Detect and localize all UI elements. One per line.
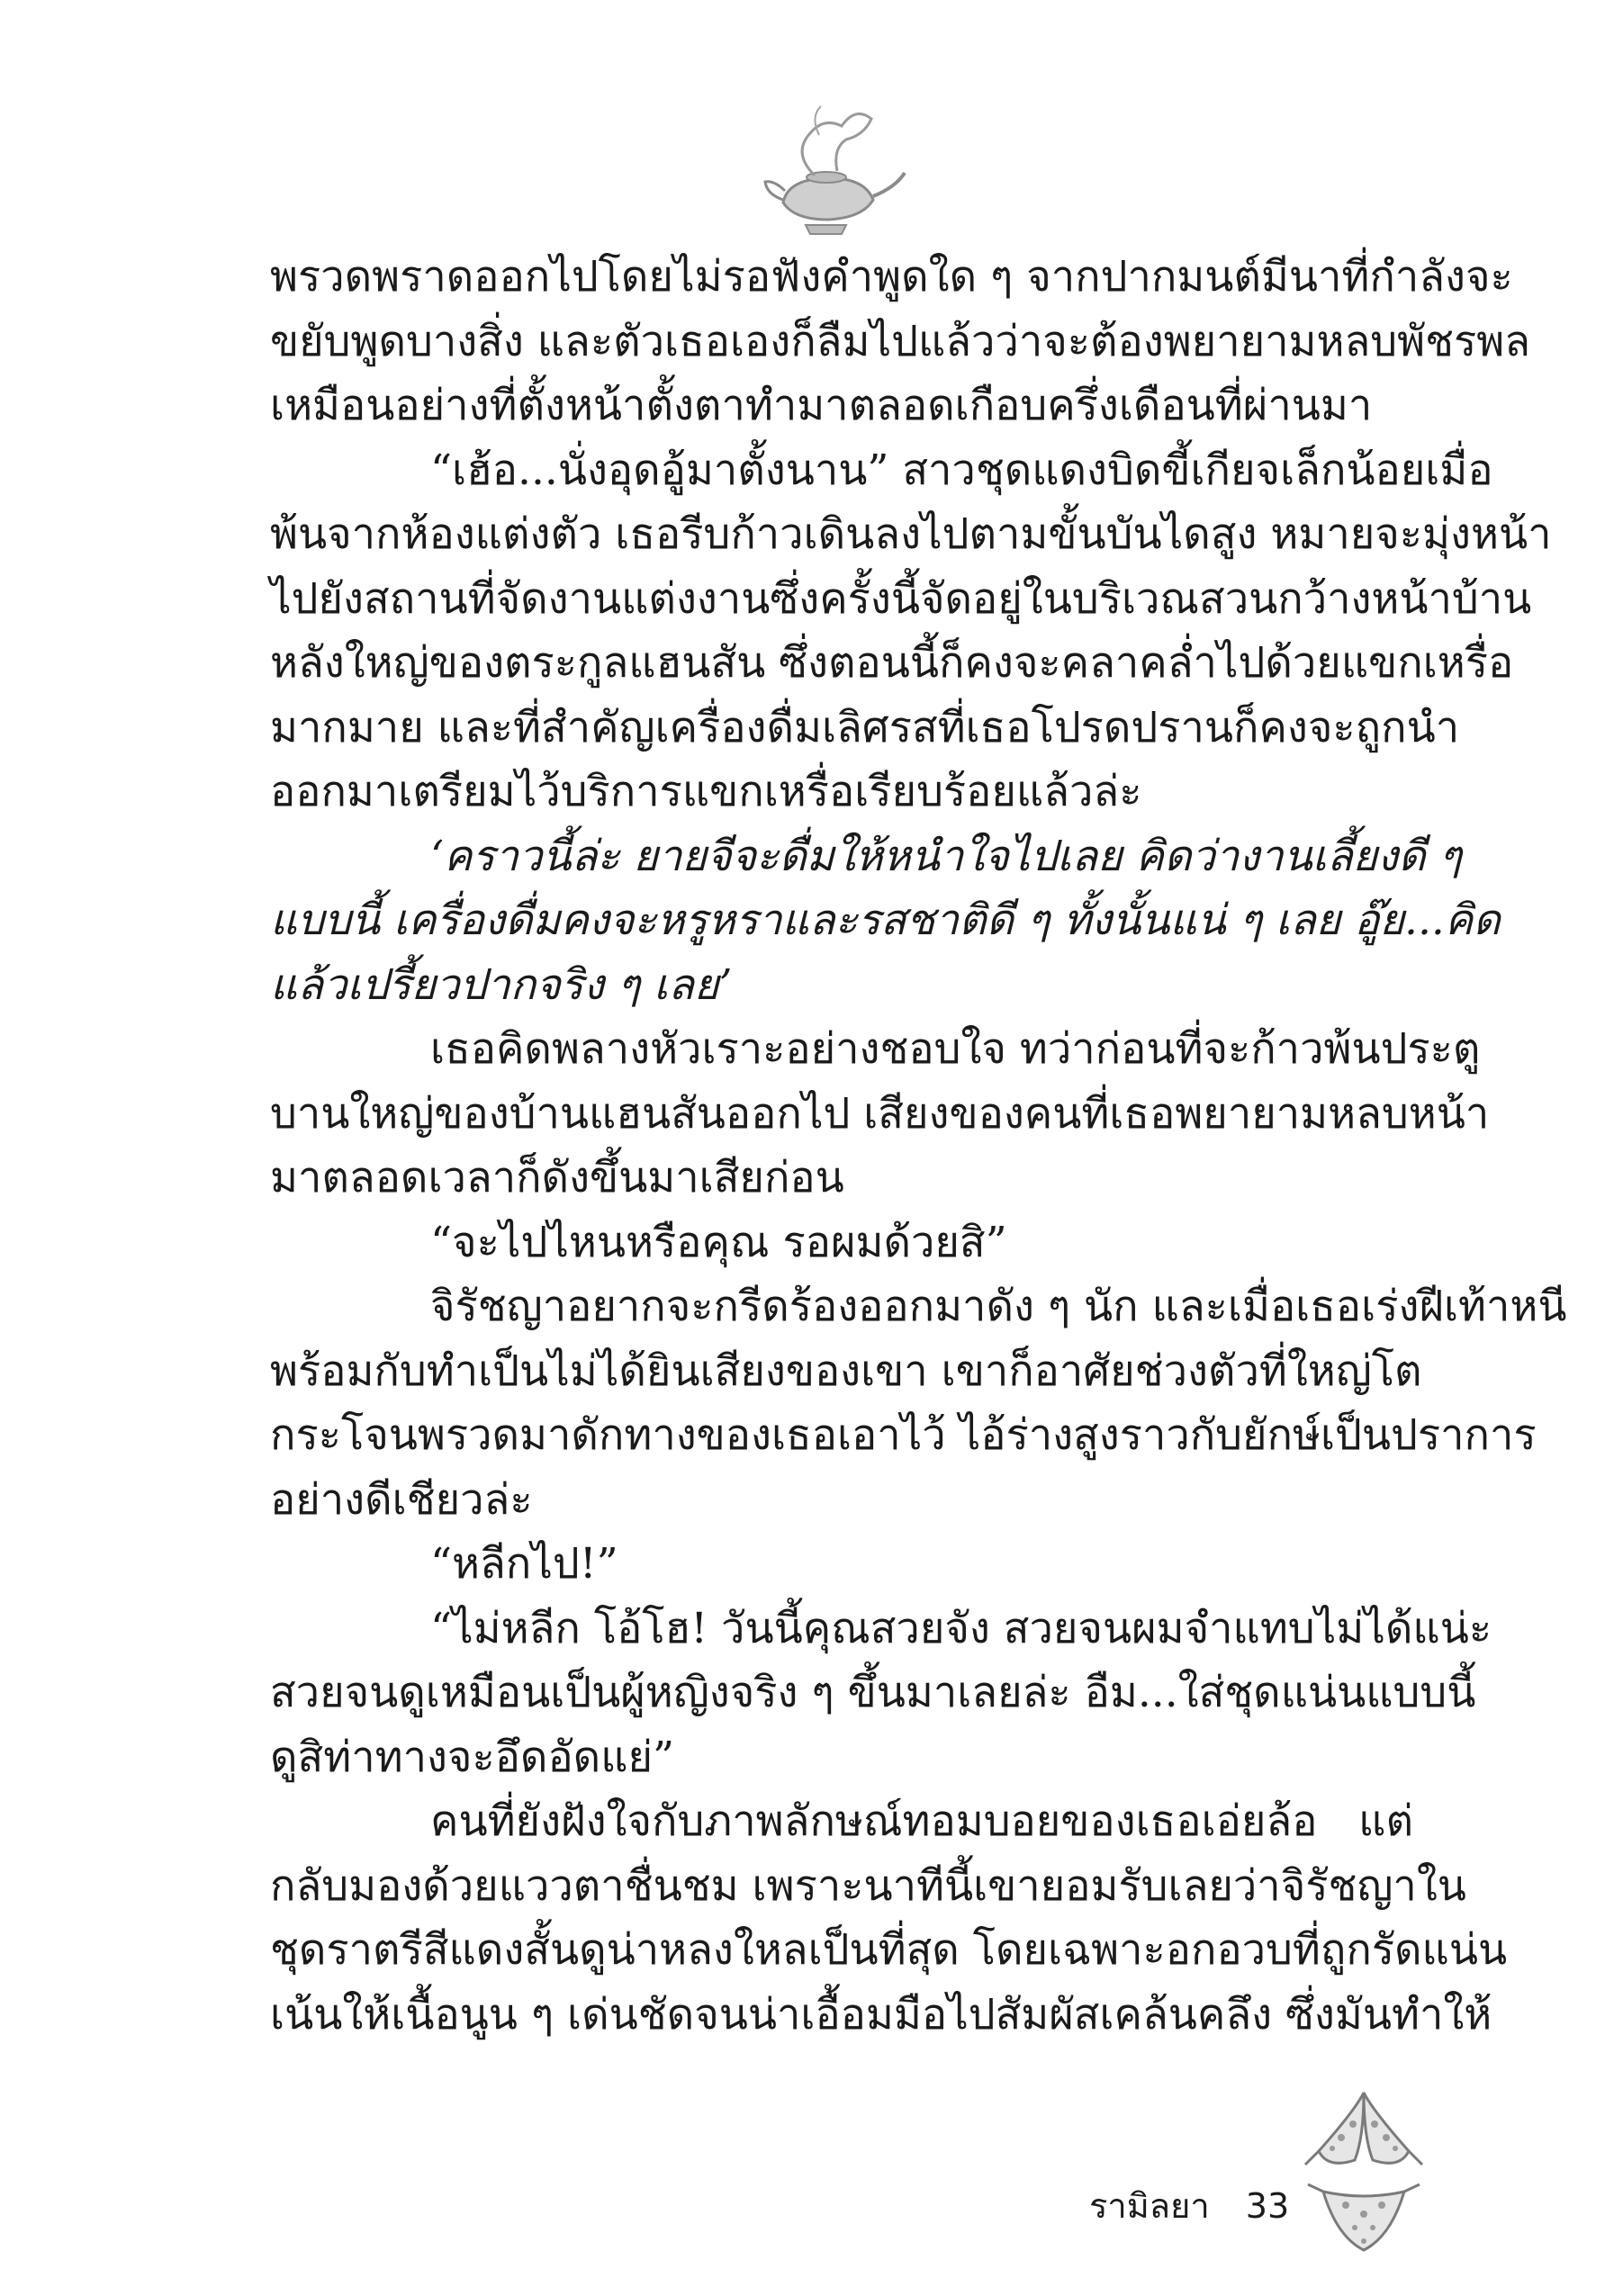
- text-line: เน้นให้เนื้อนูน ๆ เด่นชัดจนน่าเอื้อมมือไปสัมผัสเคล้นคลึง ซึ่งมันทำให้: [270, 1989, 1492, 2039]
- body-text: [270, 245, 1567, 2047]
- teapot-lamp-icon: [756, 99, 909, 243]
- text-line: พรวดพราดออกไปโดยไม่รอฟังคำพูดใด ๆ จากปากมนต์มีนาที่กำลังจะ: [270, 252, 1513, 302]
- text-line: อย่างดีเชียวล่ะ: [270, 1474, 533, 1525]
- text-line: “เฮ้อ...นั่งอุดอู้มาตั้งนาน” สาวชุดแดงบิดขี้เกียจเล็กน้อยเมื่อ: [430, 445, 1493, 495]
- text-line: “ไม่หลีก โอ้โฮ! วันนี้คุณสวยจัง สวยจนผมจำแทบไม่ได้แน่ะ: [430, 1603, 1492, 1653]
- text-line: พ้นจากห้องแต่งตัว เธอรีบก้าวเดินลงไปตามขั้นบันไดสูง หมายจะมุ่งหน้า: [270, 509, 1552, 559]
- text-line: เธอคิดพลางหัวเราะอย่างชอบใจ ทว่าก่อนที่จะก้าวพ้นประตู: [430, 1024, 1481, 1074]
- text-line: แบบนี้ เครื่องดื่มคงจะหรูหราและรสชาติดี ๆ ทั้งนั้นแน่ ๆ เลย อู๊ย...คิด: [270, 896, 1501, 945]
- text-line: “จะไปไหนหรือคุณ รอผมด้วยสิ”: [430, 1217, 1007, 1267]
- text-line: แล้วเปรี้ยวปากจริง ๆ เลย’: [270, 959, 733, 1010]
- text-line: จิรัชญาอยากจะกรีดร้องออกมาดัง ๆ นัก และเมื่อเธอเร่งฝีเท้าหนี: [430, 1282, 1567, 1331]
- text-line: ชุดราตรีสีแดงสั้นดูน่าหลงใหลเป็นที่สุด โดยเฉพาะอกอวบที่ถูกรัดแน่น: [270, 1925, 1508, 1975]
- text-line: กลับมองด้วยแววตาชื่นชม เพราะนาทีนี้เขายอมรับเลยว่าจิรัชญาใน: [270, 1860, 1466, 1911]
- text-line: คนที่ยังฝังใจกับภาพลักษณ์ทอมบอยของเธอเอ่ยล้อ แต่: [430, 1796, 1413, 1846]
- text-line: ดูสิท่าทางจะอึดอัดแย่”: [270, 1732, 675, 1782]
- text-line: ไปยังสถานที่จัดงานแต่งงานซึ่งครั้งนี้จัดอยู่ในบริเวณสวนกว้างหน้าบ้าน: [270, 573, 1532, 624]
- text-line: ขยับพูดบางสิ่ง และตัวเธอเองก็ลืมไปแล้วว่าจะต้องพยายามหลบพัชรพล: [270, 316, 1531, 366]
- text-line: กระโจนพรวดมาดักทางของเธอเอาไว้ ไอ้ร่างสูงราวกับยักษ์เป็นปราการ: [270, 1410, 1537, 1460]
- text-line: บานใหญ่ของบ้านแฮนสันออกไป เสียงของคนที่เธอพยายามหลบหน้า: [270, 1088, 1490, 1139]
- text-line: สวยจนดูเหมือนเป็นผู้หญิงจริง ๆ ขึ้นมาเลยล่ะ อืม...ใส่ชุดแน่นแบบนี้: [270, 1668, 1476, 1717]
- text-line: เหมือนอย่างที่ตั้งหน้าตั้งตาทำมาตลอดเกือบครึ่งเดือนที่ผ่านมา: [270, 381, 1373, 430]
- text-line: มาตลอดเวลาก็ดังขึ้นมาเสียก่อน: [270, 1153, 844, 1202]
- text-line: พร้อมกับทำเป็นไม่ได้ยินเสียงของเขา เขาก็อาศัยช่วงตัวที่ใหญ่โต: [270, 1346, 1422, 1396]
- text-line: มากมาย และที่สำคัญเครื่องดื่มเลิศรสที่เธอโปรดปรานก็คงจะถูกนำ: [270, 702, 1460, 752]
- page-number: 33: [1245, 2186, 1290, 2226]
- text-line: “หลีกไป!”: [430, 1539, 618, 1589]
- text-line: หลังใหญ่ของตระกูลแฮนสัน ซึ่งตอนนี้ก็คงจะคลาคล่ำไปด้วยแขกเหรื่อ: [270, 638, 1514, 688]
- text-line: ‘คราวนี้ล่ะ ยายจีจะดื่มให้หนำใจไปเลย คิดว่างานเลี้ยงดี ๆ: [430, 831, 1462, 881]
- page-footer: [1089, 2178, 1314, 2233]
- author-name: รามิลยา: [1089, 2186, 1210, 2226]
- bikini-icon: [1301, 2084, 1427, 2264]
- text-line: ออกมาเตรียมไว้บริการแขกเหรื่อเรียบร้อยแล้วล่ะ: [270, 767, 1142, 816]
